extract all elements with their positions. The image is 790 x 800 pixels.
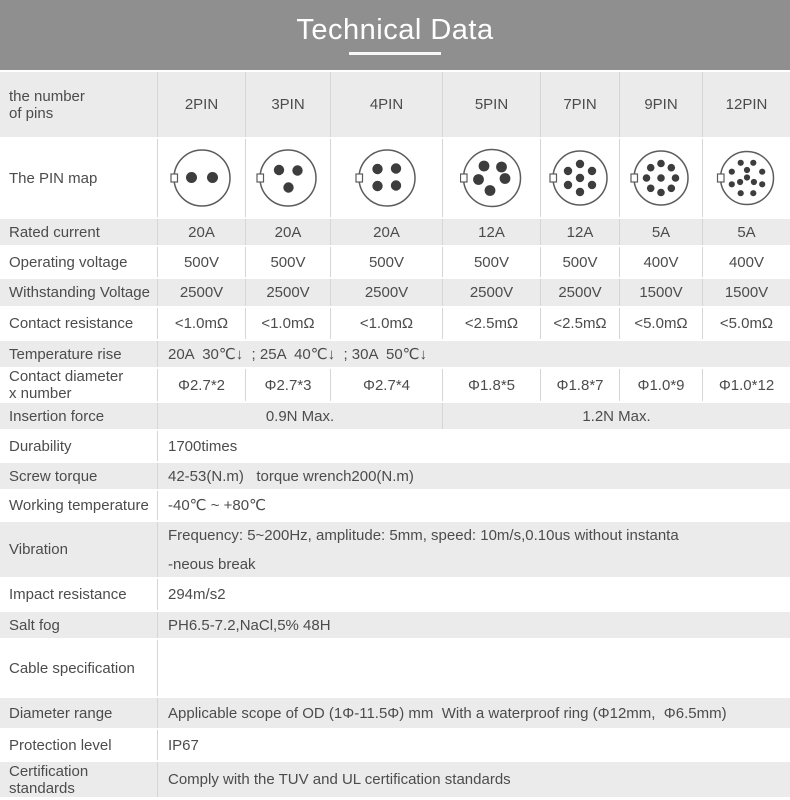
spec-value: 1500V <box>620 279 703 306</box>
spec-row <box>0 308 790 339</box>
pin-map-cell <box>331 139 443 217</box>
info-value: 294m/s2 <box>168 586 226 603</box>
row-label: Contact resistance <box>0 308 158 339</box>
spec-value: Φ1.8*5 <box>443 369 541 401</box>
spec-value: Φ1.0*9 <box>620 369 703 401</box>
row-label: Vibration <box>0 522 158 577</box>
pin-column-header: 5PIN <box>443 72 541 137</box>
spec-value: 400V <box>620 247 703 277</box>
pin-count-header-row <box>0 70 790 139</box>
info-row <box>0 579 790 610</box>
spec-row <box>0 277 790 308</box>
spec-table <box>0 70 790 799</box>
spec-value: 5A <box>737 223 756 241</box>
spec-value: <1.0mΩ <box>246 308 331 339</box>
row-label: Diameter range <box>0 698 158 728</box>
row-label: Protection level <box>0 730 158 760</box>
info-row <box>0 640 790 696</box>
spec-value: Φ2.7*4 <box>331 369 443 401</box>
spec-value: Φ2.7*3 <box>246 369 331 401</box>
pin-map-row <box>0 139 790 217</box>
spec-value: 500V <box>331 247 443 277</box>
pin-map-2-icon <box>170 146 234 210</box>
spec-value: 500V <box>541 247 620 277</box>
spec-value: <2.5mΩ <box>443 308 541 339</box>
pin-map-cell <box>620 139 703 217</box>
row-label: Temperature rise <box>0 341 158 367</box>
info-value: Applicable scope of OD (1Φ-11.5Φ) mm With a waterproof ring (Φ12mm, Φ6.5mm) <box>168 704 727 722</box>
info-value: 42-53(N.m) torque wrench200(N.m) <box>168 467 414 485</box>
info-row <box>0 491 790 520</box>
spec-row <box>0 247 790 277</box>
info-row <box>0 696 790 730</box>
spec-value: Φ1.8*7 <box>541 369 620 401</box>
row-label: Operating voltage <box>0 247 158 277</box>
pin-column-header: 7PIN <box>541 72 620 137</box>
spec-value: <5.0mΩ <box>620 308 703 339</box>
spec-value: Φ2.7*2 <box>158 369 246 401</box>
pin-map-12-icon <box>715 146 779 210</box>
spec-value: 2500V <box>158 279 246 306</box>
spec-value: 2500V <box>246 279 331 306</box>
spec-value: 2500V <box>443 279 541 306</box>
spec-value: <5.0mΩ <box>719 315 774 332</box>
info-row <box>0 461 790 491</box>
spec-value: 400V <box>728 253 765 271</box>
spec-value: 20A <box>158 219 246 245</box>
pin-map-cell <box>246 139 331 217</box>
spec-value: 500V <box>443 247 541 277</box>
info-value: IP67 <box>168 736 199 754</box>
row-label: Durability <box>0 431 158 461</box>
info-value <box>158 640 790 696</box>
row-label: The PIN map <box>0 139 158 217</box>
spec-value: 500V <box>246 247 331 277</box>
temperature-rise-row <box>0 339 790 369</box>
spec-value: 20A <box>331 219 443 245</box>
spec-value: 1500V <box>724 284 769 301</box>
pin-column-header: 12PIN <box>725 96 768 113</box>
pin-column-header: 2PIN <box>158 72 246 137</box>
row-label: Salt fog <box>0 612 158 638</box>
pin-map-7-icon <box>548 146 612 210</box>
title-underline <box>349 52 441 55</box>
pin-column-header: 9PIN <box>620 72 703 137</box>
info-row <box>0 520 790 579</box>
row-label: Working temperature <box>0 491 158 520</box>
row-label: Rated current <box>0 219 158 245</box>
pin-map-cell <box>541 139 620 217</box>
info-value: Frequency: 5~200Hz, amplitude: 5mm, speed: 10m/s,0.10us without instanta -neous break <box>168 526 679 573</box>
pin-map-cell <box>703 139 790 217</box>
spec-value: <2.5mΩ <box>541 308 620 339</box>
info-row <box>0 730 790 760</box>
row-label: Insertion force <box>0 403 158 429</box>
row-label: Cable specification <box>0 640 158 696</box>
info-row <box>0 431 790 461</box>
spec-value: 12A <box>443 219 541 245</box>
spec-value: 2500V <box>331 279 443 306</box>
insertion-force-right-value: 1.2N Max. <box>582 407 651 425</box>
merged-value: 20A 30℃↓ ; 25A 40℃↓ ; 30A 50℃↓ <box>168 345 428 363</box>
row-label: the number of pins <box>0 72 158 137</box>
info-value: -40℃ ~ +80℃ <box>168 497 266 514</box>
spec-value: 500V <box>158 247 246 277</box>
spec-row <box>0 217 790 247</box>
banner <box>0 0 790 70</box>
row-label: Withstanding Voltage <box>0 279 158 306</box>
spec-value: 20A <box>246 219 331 245</box>
row-label: Impact resistance <box>0 579 158 610</box>
info-value: PH6.5-7.2,NaCl,5% 48H <box>168 616 331 634</box>
insertion-force-row <box>0 401 790 431</box>
row-label: Certification standards <box>0 762 158 797</box>
spec-value: 5A <box>620 219 703 245</box>
spec-value: <1.0mΩ <box>158 308 246 339</box>
pin-map-3-icon <box>256 146 320 210</box>
pin-column-header: 4PIN <box>331 72 443 137</box>
pin-map-cell <box>443 139 541 217</box>
spec-value: Φ1.0*12 <box>718 376 775 394</box>
pin-map-4-icon <box>355 146 419 210</box>
info-value: 1700times <box>168 437 238 455</box>
pin-column-header: 3PIN <box>246 72 331 137</box>
pin-map-5-icon <box>460 146 524 210</box>
info-row <box>0 760 790 799</box>
pin-map-9-icon <box>629 146 693 210</box>
info-row <box>0 610 790 640</box>
spec-value: <1.0mΩ <box>331 308 443 339</box>
spec-value: 2500V <box>541 279 620 306</box>
contact-diameter-row <box>0 369 790 401</box>
pin-map-cell <box>158 139 246 217</box>
row-label: Screw torque <box>0 463 158 489</box>
page-title: Technical Data <box>296 14 494 46</box>
info-value: Comply with the TUV and UL certification standards <box>168 771 511 788</box>
insertion-force-left-value: 0.9N Max. <box>158 403 443 429</box>
spec-value: 12A <box>541 219 620 245</box>
row-label: Contact diameter x number <box>0 369 158 401</box>
